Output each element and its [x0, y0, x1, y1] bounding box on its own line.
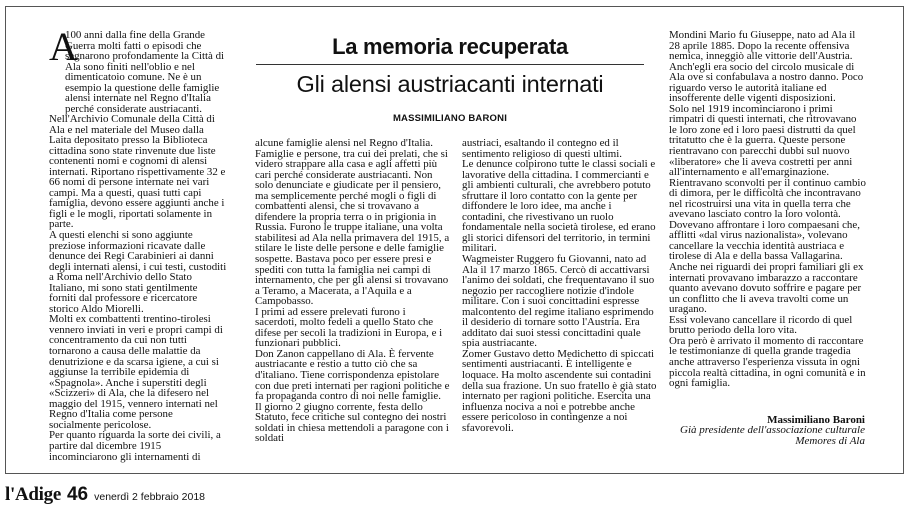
paragraph: Per quanto riguarda la sorte dei civili, a partire dal dicembre 1915 incominciarono gli internamenti di — [49, 429, 221, 463]
paragraph: Molti ex combattenti trentino-tirolesi vennero inviati in veri e propri campi di concentramento da cui non tutti tornarono a causa delle malattie da denutrizione e da scarsa igiene, a cui si aggiunse la terribile epidemia di «Spagnola». Anche i superstiti degli «Scizzeri» di Ala, che la difesero nel maggio del 1915, vennero internati nel Regno d'Italia come persone socialmente pericolose. — [49, 313, 223, 431]
intro-paragraph: 100 anni dalla fine della Grande Guerra molti fatti o episodi che segnarono profondamente la Città di Ala sono finiti nell'oblio e nel dimenticatoio comune. Ne è un esempio la questione delle famiglie alensi internate nel Regno d'Italia perché considerate austriacanti. — [65, 29, 225, 115]
signature-role: Già presidente dell'associazione culturale Memores di Ala — [680, 424, 865, 447]
headline: Gli alensi austriacanti internati — [296, 71, 604, 97]
paragraph: I primi ad essere prelevati furono i sacerdoti, molto fedeli a quello Stato che difese per secoli la tradizioni in Europa, e i funzionari pubblici. — [255, 305, 443, 350]
paragraph: Mondini Mario fu Giuseppe, nato ad Ala il 28 aprile 1885. Dopo la recente offensiva nemica, inneggiò alle vittorie dell'Austria. Anch'egli era socio del circolo musicale di Ala ove si confabulava a nostro danno. Poco riguardo verso le autorità italiane ed insofferente delle vigenti disposizioni. — [669, 29, 864, 105]
drop-cap: A — [49, 24, 78, 69]
paragraph: Solo nel 1919 incominciarono i primi rimpatri di questi internati, che ritrovavano le loro zone ed i loro paesi distrutti da quel tritatutto che è la guerra. Queste persone rientravano con parecchi dubbi sul nuovo «liberatore» che li aveva costretti per anni all'internamento e all'emarginazione. Rientravano sconvolti per il continuo cambio di dimora, per le difficoltà che incontravano nel ricostruirsi una vita in quella terra che avevano lasciato contro la loro volontà. — [669, 102, 866, 221]
issue-date: venerdì 2 febbraio 2018 — [94, 491, 206, 503]
paragraph: austriaci, esaltando il contegno ed il sentimento religioso di questi ultimi. — [462, 137, 623, 160]
paragraph: Essi volevano cancellare il ricordo di quel brutto periodo della loro vita. — [669, 313, 853, 337]
kicker-title: La memoria recuperata — [332, 34, 568, 59]
column-2 — [255, 138, 450, 444]
column-1-intro — [49, 24, 227, 115]
column-3 — [462, 138, 657, 433]
title-divider — [256, 64, 644, 65]
column-1 — [49, 114, 227, 462]
paragraph: A questi elenchi si sono aggiunte preziose informazioni ricavate dalle denunce dei Regi Carabinieri ai danni degli internati alensi, i cui testi, custoditi a Roma nell'Archivio dello Stato Italiano, mi sono stati gentilmente forniti dal professore e ricercatore storico Aldo Miorelli. — [49, 229, 227, 315]
paragraph: Don Zanon cappellano di Ala. È fervente austriacante e restio a tutto ciò che sa d'italiano. Tiene corrispondenza epistolare con due preti internati per ragioni politiche e fa propaganda contro di noi nelle famiglie. Il giorno 2 giugno corrente, festa dello Statuto, fece critiche sul contegno dei nostri soldati in chiesa mettendoli a paragone con i soldati — [255, 347, 450, 445]
byline: MASSIMILIANO BARONI — [392, 113, 508, 124]
newspaper-name: l'Adige — [5, 484, 61, 505]
paragraph: Dovevano affrontare i loro compaesani che, afflitti «dal virus nazionalista», volevano cancellare la vecchia identità austriaca e tirolese di Ala e della bassa Vallagarina. Anche nei riguardi dei propri familiari gli ex internati provavano imbarazzo a raccontare quanto avevano dovuto soffrire e pagare per un conflitto che li aveva travolti come un uragano. — [669, 218, 864, 316]
paragraph: Le denunce colpirono tutte le classi sociali e lavorative della cittadina. I commercianti e gli ambienti culturali, che avrebbero potuto sfruttare il loro contatto con la gente per diffondere le loro idee, ma anche i contadini, che rivestivano un ruolo fondamentale nella società tirolese, ed erano gli storici difensori del territorio, in termini militari. — [462, 158, 656, 255]
column-4 — [669, 30, 867, 389]
paragraph: Ora però è arrivato il momento di raccontare le testimonianze di quella grande tragedia anche attraverso l'esperienza vissuta in ogni piccola realtà cittadina, in ogni comunità e in ogni famiglia. — [669, 334, 866, 390]
paragraph: Nell'Archivio Comunale della Città di Ala e nel materiale del Museo dalla Laita depositato presso la Biblioteca cittadina sono state rinvenute due liste contenenti nomi e cognomi di alensi internati. Riportano rispettivamente 32 e 66 nomi di persone internate nei vari campi. Ma a questi, quasi tutti capi famiglia, devono essere aggiunti anche i figli e le mogli, riportati solamente in parte. — [49, 113, 226, 231]
paragraph: Wagmeister Ruggero fu Giovanni, nato ad Ala il 17 marzo 1865. Cercò di accattivarsi l'animo dei soldati, che frequentavano il suo negozio per raccogliere notizie d'indole militare. Con i suoi concittadini espresse malcontento del regime italiano esprimendo il desiderio di tornare sotto l'Austria. Era additato dai suoi stessi concittadini quale spia austriacante. — [462, 253, 655, 350]
page-footer — [5, 484, 205, 508]
paragraph: alcune famiglie alensi nel Regno d'Italia. Famiglie e persone, tra cui dei prelati, che si videro strappare alla casa e agli affetti più cari perché considerate austriacanti. Non solo denunciate e giudicate per il pensiero, ma semplicemente perché mogli o figli di combattenti alensi, che si trovavano a difendere la propria terra o in prigionia in Russia. Furono le truppe italiane, una volta stabilitesi ad Ala nella primavera del 1915, a stilare le liste delle persone e delle famiglie sospette. Bastava poco per essere presi e spediti con tutta la famiglia nei campi di internamento, che per gli alensi si trovavano a Teramo, a Macerata, a l'Aquila e a Campobasso. — [255, 137, 450, 308]
paragraph: Zomer Gustavo detto Medichetto di spiccati sentimenti austriacanti. È intelligente e loquace. Ha molto ascendente sui contadini della sua frazione. Un suo fratello è già stato internato per ragioni politiche. Esercita una influenza nociva a noi e potrebbe anche essere pericoloso in contingenze a noi sfavorevoli. — [462, 347, 657, 434]
signature-name: Massimiliano Baroni — [767, 414, 865, 426]
page-number: 46 — [66, 484, 89, 505]
